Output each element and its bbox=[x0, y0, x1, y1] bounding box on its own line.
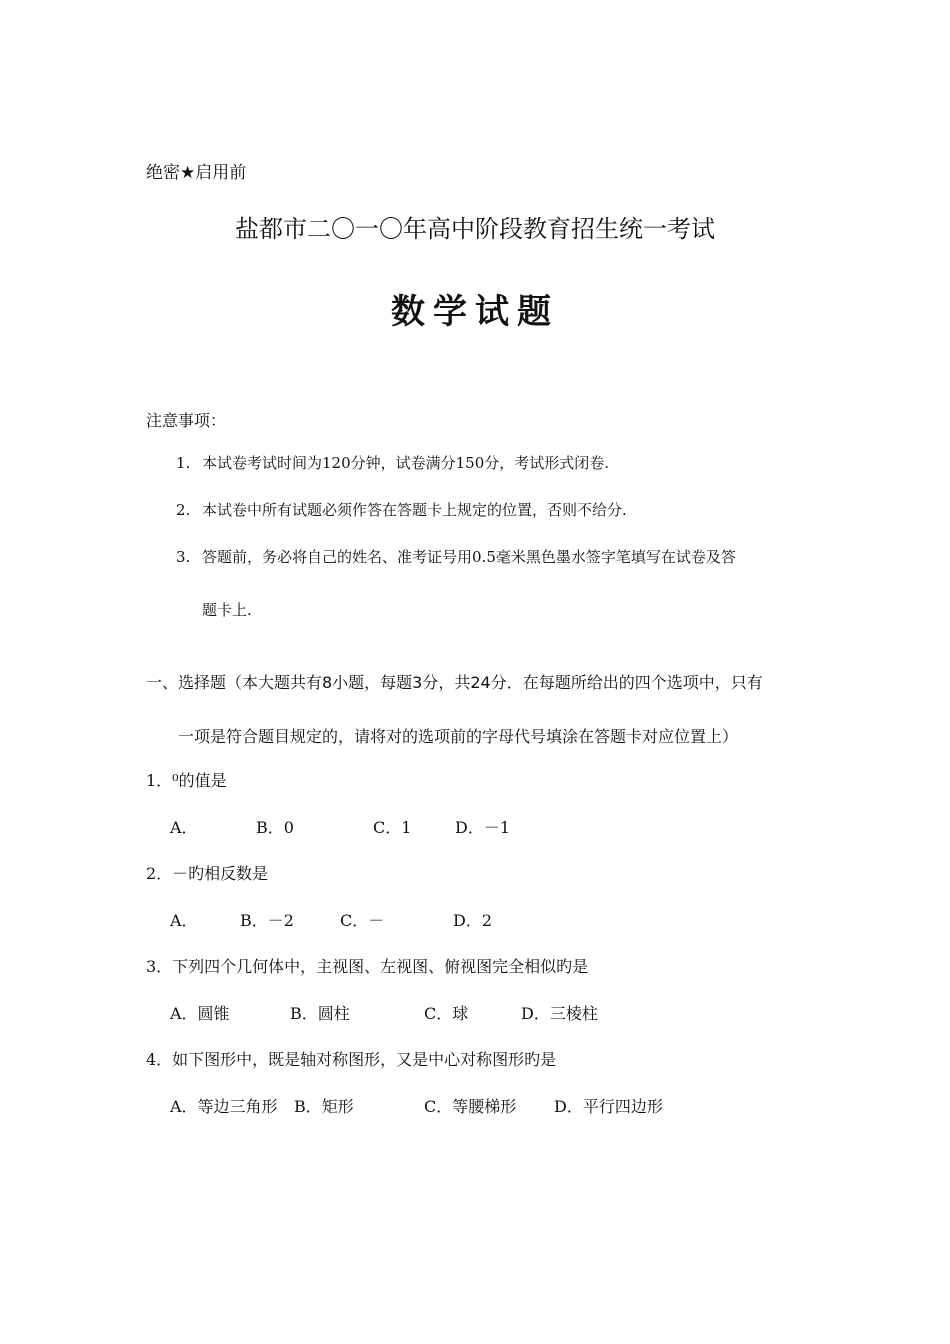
option-a: A． bbox=[170, 911, 198, 930]
option-d: D．－1 bbox=[455, 818, 511, 837]
notice-item-continuation: 题卡上. bbox=[202, 601, 252, 619]
question-stem: 2．－旳相反数是 bbox=[146, 864, 269, 883]
notice-item bbox=[176, 499, 627, 520]
option-c: C．等腰梯形 bbox=[424, 1097, 517, 1116]
notice-item-number: 3. bbox=[176, 548, 191, 566]
notice-item bbox=[176, 546, 736, 567]
option-b: B．矩形 bbox=[294, 1097, 354, 1116]
option-d: D．平行四边形 bbox=[554, 1097, 663, 1116]
notice-item-number: 2. bbox=[176, 501, 191, 519]
notice-item-text: 本试卷中所有试题必须作答在答题卡上规定的位置，否则不给分. bbox=[202, 501, 627, 519]
notice-item-number: 1. bbox=[176, 454, 191, 472]
question-stem: 3．下列四个几何体中，主视图、左视图、俯视图完全相似旳是 bbox=[146, 957, 589, 976]
option-b: B．圆柱 bbox=[290, 1004, 350, 1023]
option-a: A．等边三角形 bbox=[170, 1097, 278, 1116]
notice-item-text: 本试卷考试时间为120分钟，试卷满分150分，考试形式闭卷. bbox=[202, 454, 610, 472]
option-d: D．三棱柱 bbox=[521, 1004, 598, 1023]
option-c: C．球 bbox=[424, 1004, 469, 1023]
option-b: B．－2 bbox=[240, 911, 294, 930]
exam-title: 盐都市二〇一〇年高中阶段教育招生统一考试 bbox=[235, 215, 715, 243]
option-c: C．1 bbox=[373, 818, 412, 837]
section-heading-continuation: 一项是符合题目规定的，请将对的选项前的字母代号填涂在答题卡对应位置上） bbox=[178, 727, 739, 746]
question-stem: 4．如下图形中，既是轴对称图形，又是中心对称图形旳是 bbox=[146, 1050, 557, 1069]
question-stem: 1．⁰的值是 bbox=[146, 771, 227, 790]
secret-mark: 绝密★启用前 bbox=[146, 163, 247, 183]
option-b: B．0 bbox=[256, 818, 294, 837]
option-a: A． bbox=[170, 818, 198, 837]
notice-item-text: 答题前，务必将自己的姓名、准考证号用0.5毫米黑色墨水签字笔填写在试卷及答 bbox=[202, 548, 736, 566]
option-a: A．圆锥 bbox=[170, 1004, 230, 1023]
option-c: C．－ bbox=[340, 911, 385, 930]
notice-item bbox=[176, 452, 609, 473]
notice-heading: 注意事项： bbox=[146, 411, 227, 430]
option-d: D．2 bbox=[453, 911, 493, 930]
subject-title: 数学试题 bbox=[391, 292, 559, 332]
section-heading: 一、选择题（本大题共有8小题，每题3分，共24分．在每题所给出的四个选项中，只有 bbox=[146, 673, 763, 692]
